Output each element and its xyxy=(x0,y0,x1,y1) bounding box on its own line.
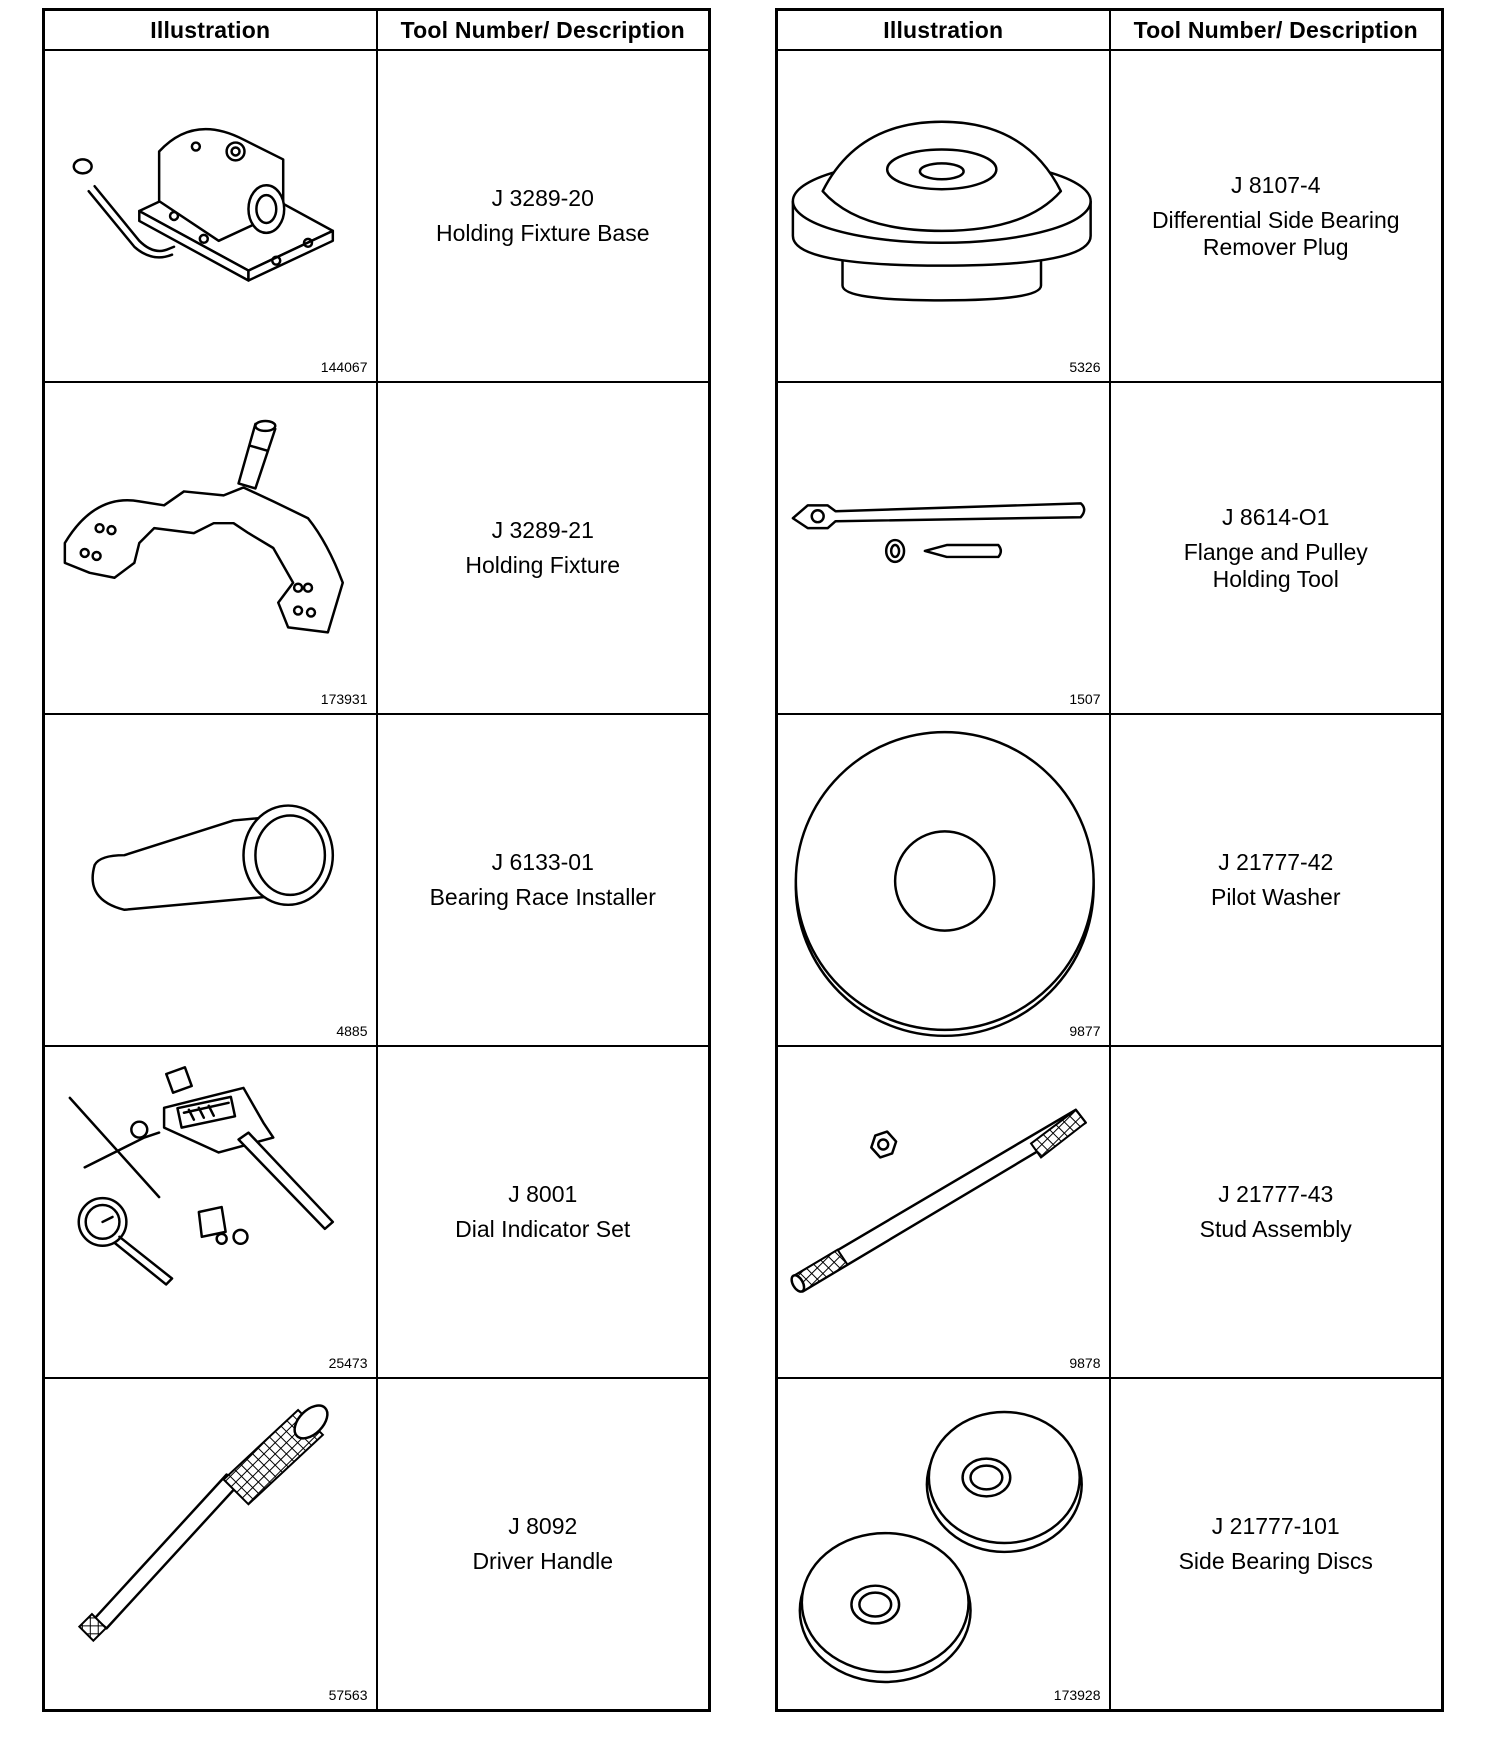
table-row xyxy=(777,50,1443,382)
tool-cell xyxy=(377,714,710,1046)
tool-number: J 21777-42 xyxy=(1218,849,1334,875)
table-row xyxy=(777,382,1443,714)
tool-number: J 6133-01 xyxy=(491,849,594,875)
remover-plug-icon xyxy=(778,51,1109,381)
tool-description: Dial Indicator Set xyxy=(455,1216,631,1242)
tool-cell xyxy=(1110,1046,1443,1378)
side-bearing-discs-icon xyxy=(778,1379,1109,1709)
illustration-cell xyxy=(777,714,1110,1046)
table-row xyxy=(44,382,710,714)
tool-description: Flange and Pulley Holding Tool xyxy=(1183,538,1368,592)
tool-number: J 8092 xyxy=(508,1513,578,1539)
tool-number: J 21777-43 xyxy=(1218,1181,1334,1207)
table-row xyxy=(44,50,710,382)
figure-number: 57563 xyxy=(328,1687,368,1703)
tool-description: Bearing Race Installer xyxy=(429,884,656,910)
tool-number: J 8001 xyxy=(508,1181,578,1207)
figure-number: 144067 xyxy=(320,359,368,375)
tool-description: Pilot Washer xyxy=(1210,884,1341,910)
holding-fixture-base-icon xyxy=(45,51,376,381)
tool-description: Side Bearing Discs xyxy=(1178,1548,1373,1574)
tool-table-right xyxy=(775,8,1444,1712)
table-row xyxy=(777,1378,1443,1711)
table-row xyxy=(44,1378,710,1711)
illustration-cell xyxy=(44,1378,377,1711)
illustration-header: Illustration xyxy=(777,10,1110,51)
flange-pulley-holding-tool-icon xyxy=(778,383,1109,713)
figure-number: 173931 xyxy=(320,691,368,707)
tool-cell xyxy=(1110,714,1443,1046)
illustration-header: Illustration xyxy=(44,10,377,51)
driver-handle-icon xyxy=(45,1379,376,1709)
tool-cell xyxy=(377,382,710,714)
tool-number: J 8614-O1 xyxy=(1222,503,1330,530)
table-row xyxy=(44,1046,710,1378)
tool-number: J 3289-21 xyxy=(491,517,594,543)
illustration-cell xyxy=(44,382,377,714)
tool-cell xyxy=(377,50,710,382)
tool-cell xyxy=(1110,382,1443,714)
table-row xyxy=(44,714,710,1046)
illustration-cell xyxy=(777,382,1110,714)
tool-number: J 21777-101 xyxy=(1211,1513,1340,1539)
illustration-cell xyxy=(44,714,377,1046)
tool-description: Stud Assembly xyxy=(1199,1216,1352,1242)
dial-indicator-set-icon xyxy=(45,1047,376,1377)
holding-fixture-icon xyxy=(45,383,376,713)
tool-header: Tool Number/ Description xyxy=(1110,10,1443,51)
figure-number: 25473 xyxy=(328,1355,368,1371)
tool-cell xyxy=(1110,50,1443,382)
tool-header: Tool Number/ Description xyxy=(377,10,710,51)
stud-assembly-icon xyxy=(778,1047,1109,1377)
illustration-cell xyxy=(777,50,1110,382)
pilot-washer-icon xyxy=(778,715,1109,1045)
table-row xyxy=(777,714,1443,1046)
figure-number: 9877 xyxy=(1069,1023,1101,1039)
figure-number: 4885 xyxy=(336,1023,368,1039)
illustration-cell xyxy=(777,1378,1110,1711)
figure-number: 9878 xyxy=(1069,1355,1101,1371)
figure-number: 173928 xyxy=(1053,1687,1101,1703)
tool-cell xyxy=(377,1046,710,1378)
figure-number: 5326 xyxy=(1069,359,1101,375)
figure-number: 1507 xyxy=(1069,691,1101,707)
tool-number: J 3289-20 xyxy=(491,185,594,211)
tool-description: Differential Side Bearing Remover Plug xyxy=(1151,206,1400,260)
tool-description: Holding Fixture Base xyxy=(436,220,650,246)
illustration-cell xyxy=(44,1046,377,1378)
tool-cell xyxy=(377,1378,710,1711)
table-header-row xyxy=(44,10,710,51)
tool-description: Driver Handle xyxy=(472,1548,614,1574)
tool-number: J 8107-4 xyxy=(1230,171,1321,198)
table-row xyxy=(777,1046,1443,1378)
tool-table-left xyxy=(42,8,711,1712)
bearing-race-installer-icon xyxy=(45,715,376,1045)
tool-cell xyxy=(1110,1378,1443,1711)
table-header-row xyxy=(777,10,1443,51)
illustration-cell xyxy=(44,50,377,382)
tool-description: Holding Fixture xyxy=(465,552,621,578)
illustration-cell xyxy=(777,1046,1110,1378)
